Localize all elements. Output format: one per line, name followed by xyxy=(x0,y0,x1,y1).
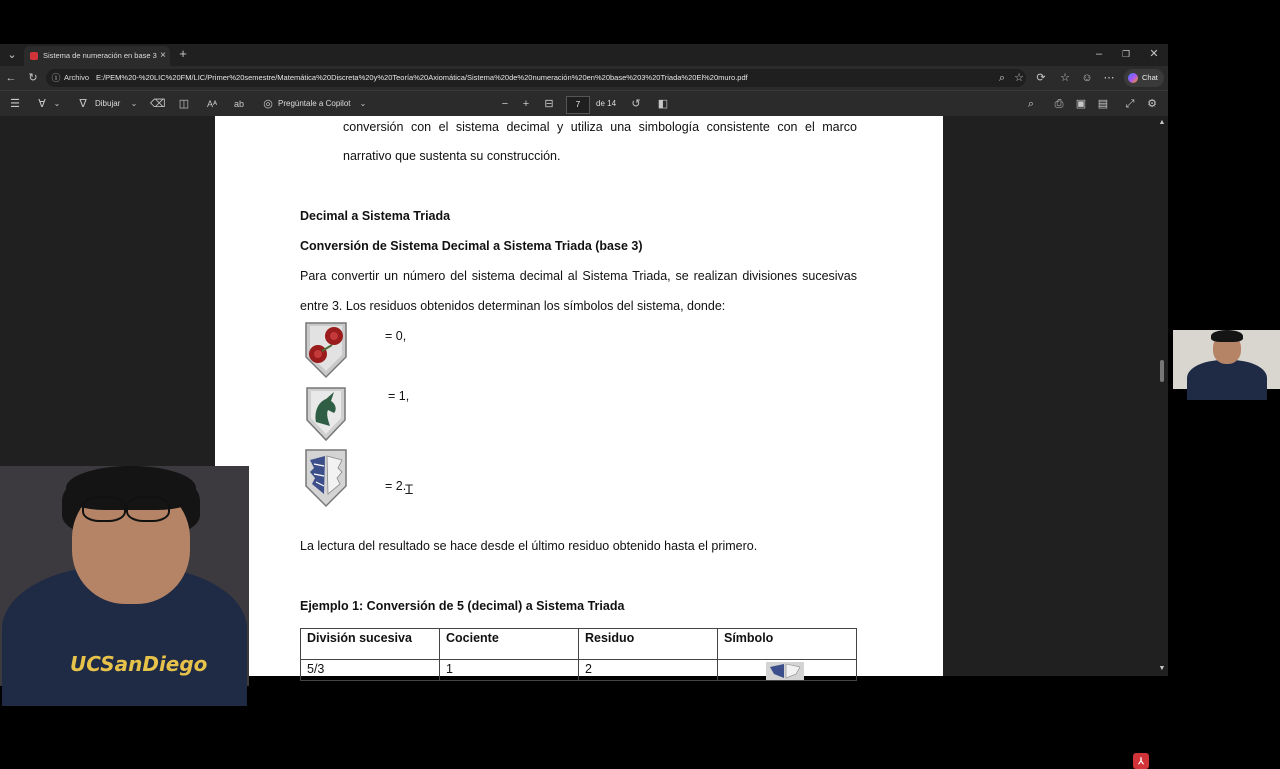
extension-icon[interactable]: ⟳ xyxy=(1036,72,1046,84)
address-label: Archivo xyxy=(64,73,90,82)
eraser-icon[interactable]: ⌫ xyxy=(150,98,166,110)
info-icon[interactable]: ⓘ xyxy=(51,73,61,83)
example-title: Ejemplo 1: Conversión de 5 (decimal) a Sistema Triada xyxy=(300,599,625,613)
paragraph-line-2: entre 3. Los residuos obtenidos determinan los símbolos del sistema, donde: xyxy=(300,299,726,313)
page-view-icon[interactable]: ◫ xyxy=(178,98,190,110)
fullscreen-icon[interactable]: ⤢ xyxy=(1125,98,1135,110)
shirt-logo-text: UCSanDiego xyxy=(70,652,208,676)
intro-line-2: narrativo que sustenta su construcción. xyxy=(343,149,561,163)
chat-label: Chat xyxy=(1142,73,1158,82)
roses-crest-icon xyxy=(302,321,350,379)
table-header-cell: Símbolo xyxy=(718,629,857,660)
draw-label[interactable]: Dibujar xyxy=(95,99,121,108)
table-cell-residuo: 2 xyxy=(579,660,718,681)
fit-page-icon[interactable]: ⊟ xyxy=(544,98,554,110)
tab-bar xyxy=(0,44,1168,66)
wings-crest-icon xyxy=(766,662,804,680)
zoom-in-icon[interactable]: + xyxy=(522,98,530,110)
draw-icon[interactable]: ∇ xyxy=(79,98,87,110)
profile-icon[interactable]: ☺ xyxy=(1081,72,1093,84)
pdf-page xyxy=(215,116,943,676)
address-bar-row xyxy=(0,66,1168,90)
draw-chevron-icon[interactable]: ⌄ xyxy=(130,99,138,108)
webcam-feed-main xyxy=(0,466,249,686)
copilot-ask-label[interactable]: Pregúntale a Copilot xyxy=(278,99,351,108)
pdf-favicon-icon xyxy=(30,52,38,60)
webcam-feed-thumbnail xyxy=(1173,330,1280,389)
tab-title: Sistema de numeración en base 3 xyxy=(43,51,157,60)
thumb-person-hair xyxy=(1211,330,1243,342)
settings-gear-icon[interactable]: ⚙ xyxy=(1147,98,1157,110)
close-window-icon[interactable]: ✕ xyxy=(1149,48,1159,60)
translate-icon[interactable]: ab xyxy=(233,99,244,109)
person-glasses-left xyxy=(82,496,126,522)
wings-crest-icon xyxy=(302,448,350,508)
page-number-input[interactable]: 7 xyxy=(566,96,590,114)
zoom-out-icon[interactable]: − xyxy=(501,98,509,110)
scroll-up-arrow-icon[interactable]: ▲ xyxy=(1158,119,1166,126)
table-row xyxy=(301,660,857,681)
two-page-icon[interactable]: ◧ xyxy=(657,98,669,110)
scrollbar-thumb[interactable] xyxy=(1160,360,1164,382)
table-header-cell: División sucesiva xyxy=(301,629,440,660)
paragraph-line-1: Para convertir un número del sistema decimal al Sistema Triada, se realizan divisiones sucesivas xyxy=(300,269,857,283)
favorite-star-icon[interactable]: ☆ xyxy=(1014,72,1024,84)
back-arrow-icon[interactable]: ← xyxy=(5,72,17,84)
restore-icon[interactable]: ❐ xyxy=(1121,49,1131,59)
tab-close-icon[interactable]: × xyxy=(160,50,166,61)
table-cell-simbolo xyxy=(718,660,857,681)
copilot-logo-icon xyxy=(1128,73,1138,83)
scroll-down-arrow-icon[interactable]: ▼ xyxy=(1158,665,1166,672)
symbol-0-label: = 0, xyxy=(385,329,407,343)
symbol-2-label: = 2. xyxy=(385,479,407,493)
rotate-icon[interactable]: ↺ xyxy=(631,98,641,110)
read-aloud-icon[interactable]: Aᴬ xyxy=(206,99,218,109)
table-header-cell: Cociente xyxy=(440,629,579,660)
highlight-chevron-icon[interactable]: ⌄ xyxy=(53,99,61,108)
table-header-cell: Residuo xyxy=(579,629,718,660)
section-title: Decimal a Sistema Triada xyxy=(300,209,451,223)
minimize-icon[interactable]: – xyxy=(1095,48,1103,60)
intro-line-1: conversión con el sistema decimal y utiliza una simbología consistente con el marco xyxy=(343,120,857,134)
text-cursor-icon: Ꮖ xyxy=(405,482,414,497)
search-icon[interactable]: ⌕ xyxy=(1027,98,1035,110)
copilot-icon[interactable]: ◎ xyxy=(263,98,273,110)
tab-active[interactable] xyxy=(24,46,170,66)
reading-note: La lectura del resultado se hace desde el último residuo obtenido hasta el primero. xyxy=(300,539,758,553)
table-header-row xyxy=(301,629,857,660)
favorites-icon[interactable]: ☆ xyxy=(1060,72,1070,84)
thumb-person-hoodie xyxy=(1187,360,1267,400)
zoom-icon[interactable]: ⌕ xyxy=(998,72,1006,84)
contents-list-icon[interactable]: ☰ xyxy=(10,98,20,110)
save-as-icon[interactable]: ▤ xyxy=(1097,98,1109,110)
print-icon[interactable]: ⎙ xyxy=(1054,98,1064,110)
save-icon[interactable]: ▣ xyxy=(1075,98,1087,110)
adobe-pdf-icon[interactable]: ⅄ xyxy=(1133,753,1149,769)
copilot-chevron-icon[interactable]: ⌄ xyxy=(359,99,367,108)
refresh-icon[interactable]: ↻ xyxy=(28,72,38,84)
pdf-toolbar xyxy=(0,90,1168,117)
table-cell-cociente: 1 xyxy=(440,660,579,681)
symbol-1-label: = 1, xyxy=(388,389,410,403)
conversion-table xyxy=(300,628,857,681)
more-menu-icon[interactable]: ⋯ xyxy=(1103,72,1115,84)
unicorn-crest-icon xyxy=(304,386,348,442)
url-text: E:/PEM%20-%20LIC%20FM/LIC/Primer%20semestre/Matemática%20Discreta%20y%20Teoría%20Axiomática/Sistema%20de%20numeración%20en%20base%203%20Triada%20El%20muro.pdf xyxy=(96,73,748,82)
url-field[interactable] xyxy=(46,69,1026,87)
table-cell-division: 5/3 xyxy=(301,660,440,681)
vertical-scrollbar[interactable] xyxy=(1156,116,1168,676)
new-tab-plus-icon[interactable]: + xyxy=(179,46,187,61)
copilot-chat-button[interactable] xyxy=(1124,69,1164,87)
tab-list-chevron-icon[interactable]: ⌄ xyxy=(7,49,17,61)
subsection-title: Conversión de Sistema Decimal a Sistema Triada (base 3) xyxy=(300,239,643,253)
person-glasses-right xyxy=(126,496,170,522)
page-total: de 14 xyxy=(596,99,617,108)
highlight-icon[interactable]: ∀ xyxy=(38,98,46,110)
